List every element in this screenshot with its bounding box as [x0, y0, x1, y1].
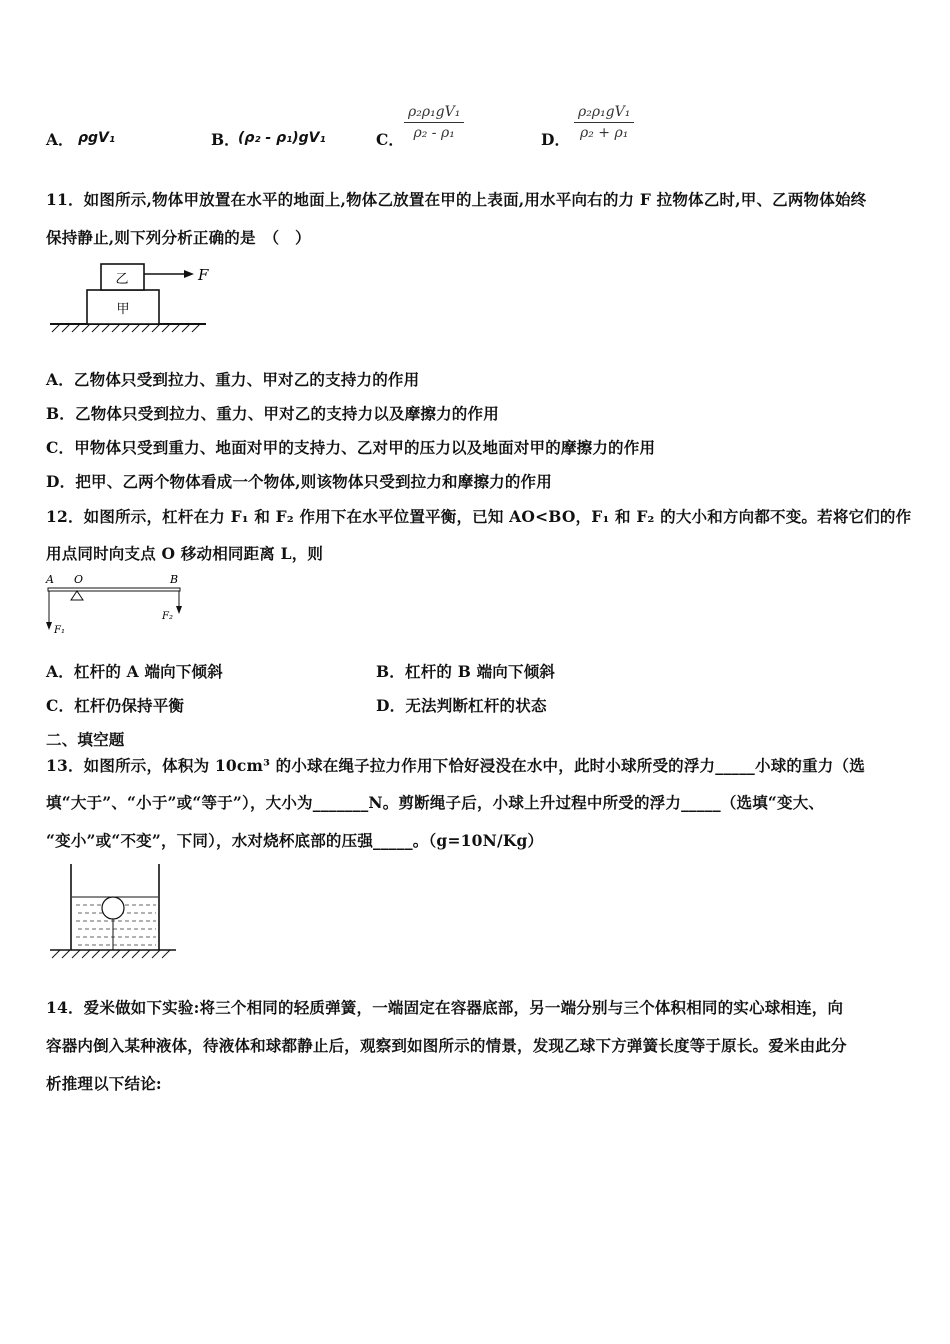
- q10-option-c-letter: C．: [376, 130, 404, 149]
- q11-option-a: A．乙物体只受到拉力、重力、甲对乙的支持力的作用: [46, 370, 420, 389]
- q14-stem-line-1: 14．爱米做如下实验:将三个相同的轻质弹簧，一端固定在容器底部，另一端分别与三个体积相同的实心球相连，向: [46, 998, 844, 1017]
- q14-stem-line-2: 容器内倒入某种液体，待液体和球都静止后，观察到如图所示的情景，发现乙球下方弹簧长度等于原长。爱米由此分: [46, 1036, 847, 1055]
- q12-option-d: D．无法判断杠杆的状态: [376, 696, 547, 715]
- q11-ground-hatching: [52, 324, 200, 332]
- q12-f1-label: F₁: [54, 625, 65, 636]
- q13-ball: [102, 897, 124, 919]
- q11-stem-line-2: 保持静止,则下列分析正确的是 （ ）: [46, 228, 311, 247]
- q12-point-o-label: O: [74, 573, 84, 586]
- q12-point-b-label: B: [170, 573, 179, 586]
- q10-option-a-letter: A．: [46, 130, 74, 149]
- q13-beaker-figure: [48, 862, 180, 962]
- q11-stem-line-1: 11．如图所示,物体甲放置在水平的地面上,物体乙放置在甲的上表面,用水平向右的力 F 拉物体乙时,甲、乙两物体始终: [46, 190, 867, 209]
- q10-option-d-denominator: ρ₂ + ρ₁: [580, 125, 629, 141]
- q11-force-arrowhead: [184, 270, 194, 278]
- q10-option-c-denominator: ρ₂ - ρ₁: [413, 125, 455, 141]
- q11-figure: [46, 260, 216, 340]
- q12-stem-line-2: 用点同时向支点 O 移动相同距离 L，则: [46, 544, 324, 563]
- q10-option-c-fraction: [404, 104, 464, 141]
- q10-option-b-expr: (ρ₂ - ρ₁)gV₁: [238, 130, 326, 146]
- q13-stem-line-3: “变小”或“不变”，下同），水对烧杯底部的压强_____。（g=10N/Kg）: [46, 831, 544, 850]
- q12-option-a: A．杠杆的 A 端向下倾斜: [46, 662, 223, 681]
- q10-option-d-letter: D．: [541, 130, 570, 149]
- q12-f2-arrowhead: [176, 606, 182, 614]
- q12-lever-bar: [48, 588, 180, 591]
- q11-option-b: B．乙物体只受到拉力、重力、甲对乙的支持力以及摩擦力的作用: [46, 404, 499, 423]
- q10-option-d-numerator: ρ₂ρ₁gV₁: [574, 104, 634, 123]
- q12-lever-figure: [44, 572, 194, 638]
- q12-stem-line-1: 12．如图所示，杠杆在力 F₁ 和 F₂ 作用下在水平位置平衡，已知 AO<BO，F₁ 和 F₂ 的大小和方向都不变。若将它们的作: [46, 507, 912, 526]
- q11-block-yi-label: 乙: [115, 272, 129, 287]
- section-title-fill-in: 二、填空题: [46, 730, 125, 749]
- q13-stem-line-2: 填“大于”、“小于”或“等于”），大小为_______N。剪断绳子后，小球上升过程中所受的浮力_____（选填“变大、: [46, 793, 825, 812]
- q10-option-d-fraction: [574, 104, 634, 141]
- q12-option-b: B．杠杆的 B 端向下倾斜: [376, 662, 556, 681]
- q12-fulcrum: [71, 591, 83, 600]
- q14-stem-line-3: 析推理以下结论:: [46, 1074, 162, 1093]
- q13-table-hatching: [52, 950, 170, 958]
- q11-block-jia-label: 甲: [116, 302, 130, 317]
- q10-option-c-numerator: ρ₂ρ₁gV₁: [404, 104, 464, 123]
- q11-option-d: D．把甲、乙两个物体看成一个物体,则该物体只受到拉力和摩擦力的作用: [46, 472, 552, 491]
- q12-f1-arrowhead: [46, 622, 52, 630]
- q11-option-c: C．甲物体只受到重力、地面对甲的支持力、乙对甲的压力以及地面对甲的摩擦力的作用: [46, 438, 656, 457]
- q12-point-a-label: A: [46, 573, 54, 586]
- q11-force-label: F: [198, 266, 209, 284]
- q12-f2-label: F₂: [162, 611, 173, 622]
- q10-option-a-expr: ρgV₁: [78, 130, 116, 146]
- q10-option-b-letter: B．: [211, 130, 240, 149]
- q13-stem-line-1: 13．如图所示，体积为 10cm³ 的小球在绳子拉力作用下恰好浸没在水中，此时小球所受的浮力_____小球的重力（选: [46, 756, 865, 775]
- q12-option-c: C．杠杆仍保持平衡: [46, 696, 185, 715]
